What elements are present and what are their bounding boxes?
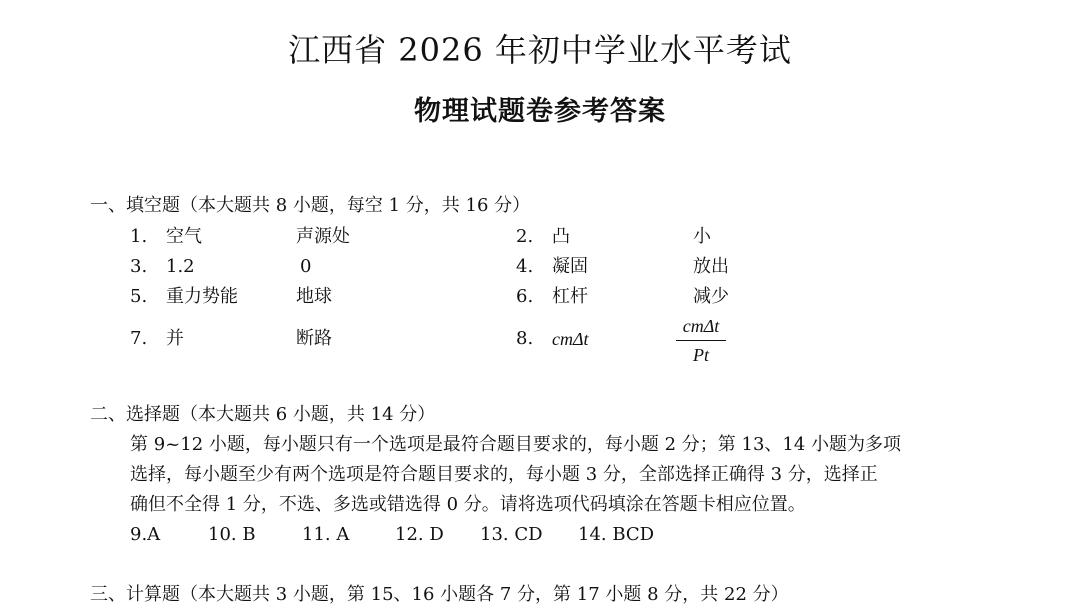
- fraction-denominator: Pt: [693, 345, 709, 365]
- answer-1-number: 1.: [130, 226, 148, 247]
- answer-2-blank-1: 凸: [552, 226, 570, 247]
- answer-3-blank-1: 1.2: [166, 256, 195, 277]
- section2-instruction-line-3: 确但不全得 1 分，不选、多选或错选得 0 分。请将选项代码填涂在答题卡相应位置。: [130, 494, 806, 515]
- answer-8-fraction: [676, 314, 726, 367]
- choice-answer-11: 11. A: [302, 524, 350, 545]
- section2-instruction-line-1: 第 9~12 小题，每小题只有一个选项是最符合题目要求的，每小题 2 分；第 13、14 小题为多项: [130, 434, 902, 455]
- section3-heading: 三、计算题（本大题共 3 小题，第 15、16 小题各 7 分，第 17 小题 8 分，共 22 分）: [90, 584, 789, 605]
- section1-heading: 一、填空题（本大题共 8 小题，每空 1 分，共 16 分）: [90, 195, 531, 216]
- answer-7-number: 7.: [130, 328, 148, 349]
- choice-answer-14: 14. BCD: [578, 524, 655, 545]
- choice-answer-10: 10. B: [208, 524, 256, 545]
- answer-7-blank-2: 断路: [296, 328, 332, 349]
- fraction-numerator: cmΔt: [676, 314, 726, 341]
- answer-1-blank-1: 空气: [166, 226, 202, 247]
- answer-2-blank-2: 小: [693, 226, 711, 247]
- answer-5-blank-2: 地球: [296, 286, 332, 307]
- answer-5-blank-1: 重力势能: [166, 286, 238, 307]
- answer-1-blank-2: 声源处: [296, 226, 350, 247]
- document-subtitle: 物理试题卷参考答案: [414, 96, 666, 127]
- answer-6-blank-1: 杠杆: [552, 286, 588, 307]
- answer-4-blank-1: 凝固: [552, 256, 588, 277]
- answer-6-blank-2: 减少: [693, 286, 729, 307]
- answer-4-number: 4.: [516, 256, 534, 277]
- answer-2-number: 2.: [516, 226, 534, 247]
- answer-3-number: 3.: [130, 256, 148, 277]
- answer-3-blank-2: 0: [300, 256, 312, 277]
- answer-7-blank-1: 并: [166, 328, 184, 349]
- section2-instruction-line-2: 选择，每小题至少有两个选项是符合题目要求的，每小题 3 分，全部选择正确得 3 分，选择正: [130, 464, 878, 485]
- answer-8-blank-1: cmΔt: [552, 329, 589, 349]
- choice-answer-13: 13. CD: [480, 524, 543, 545]
- choice-answer-12: 12. D: [395, 524, 444, 545]
- section2-heading: 二、选择题（本大题共 6 小题，共 14 分）: [90, 404, 436, 425]
- answer-4-blank-2: 放出: [693, 256, 729, 277]
- choice-answer-9: 9.A: [130, 524, 161, 545]
- document-title: 江西省 2026 年初中学业水平考试: [288, 31, 792, 69]
- answer-5-number: 5.: [130, 286, 148, 307]
- answer-8-number: 8.: [516, 328, 534, 349]
- answer-6-number: 6.: [516, 286, 534, 307]
